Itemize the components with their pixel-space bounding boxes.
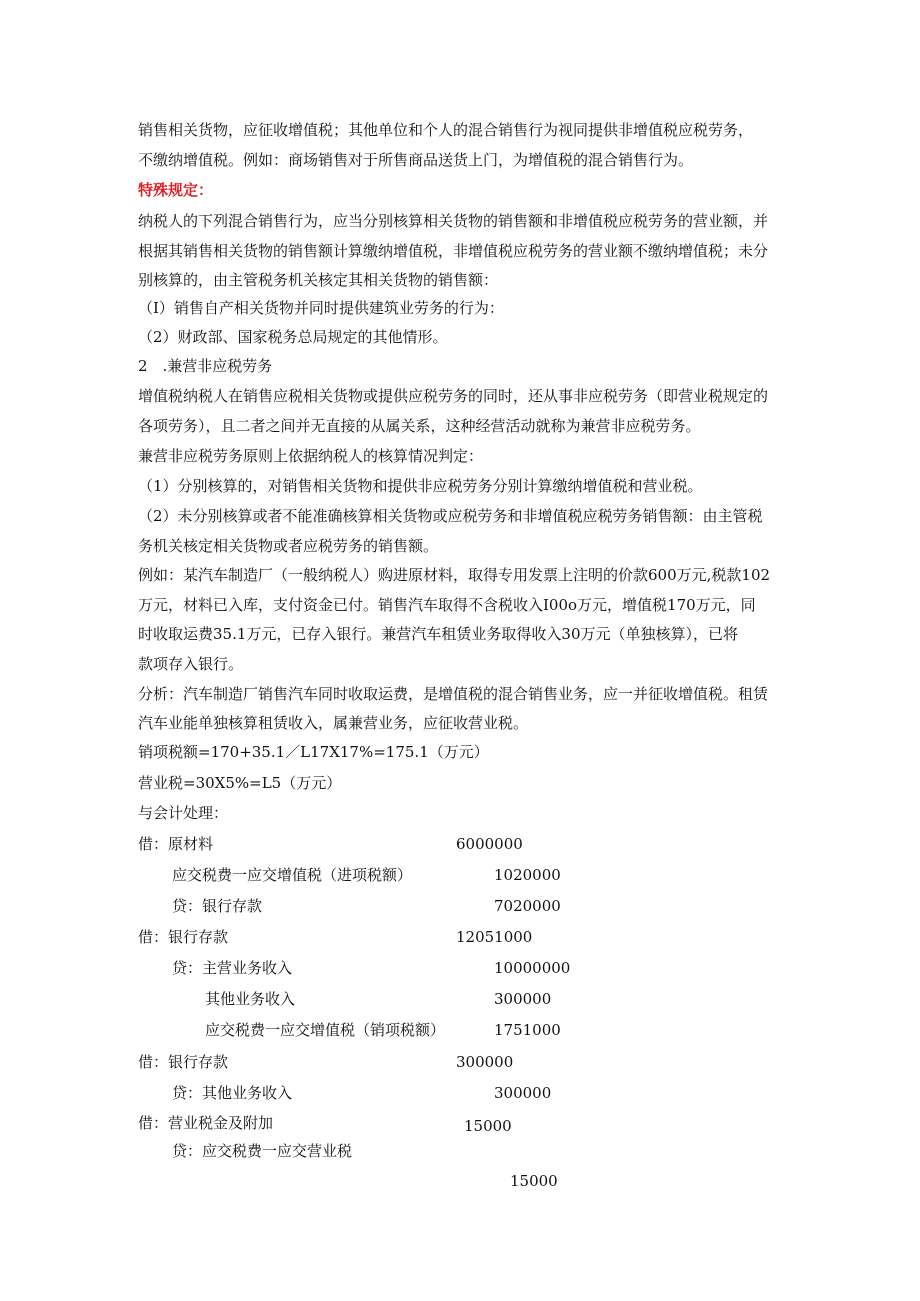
paragraph-line: 兼营非应税劳务原则上依据纳税人的核算情况判定： [138, 447, 484, 465]
paragraph-line: 汽车业能单独核算租赁收入，属兼营业务，应征收营业税。 [138, 714, 529, 732]
list-item: （2）未分别核算或者不能准确核算相关货物或应税劳务和非增值税应税劳务销售额：由主管税 [138, 507, 763, 525]
section-heading-special-rules: 特殊规定： [138, 181, 214, 199]
journal-entry-amount: 1751000 [494, 1021, 561, 1039]
section-heading: 2 .兼营非应税劳务 [138, 357, 273, 375]
journal-entry-amount: 15000 [510, 1172, 558, 1190]
journal-entry-amount: 7020000 [494, 897, 561, 915]
journal-entry-amount: 300000 [456, 1053, 514, 1071]
journal-entry-amount: 300000 [494, 1084, 552, 1102]
journal-entry-label: 贷：主营业务收入 [172, 959, 293, 977]
paragraph-line: 分析：汽车制造厂销售汽车同时收取运费，是增值税的混合销售业务，应一并征收增值税。租赁 [138, 685, 769, 703]
journal-entry-amount: 10000000 [494, 959, 571, 977]
journal-entry-amount: 1020000 [494, 866, 561, 884]
formula-line: 销项税额=170+35.1／L17X17%=175.1（万元） [138, 743, 489, 761]
list-item: （2）财政部、国家税务总局规定的其他情形。 [138, 328, 448, 346]
journal-entry-label: 借：营业税金及附加 [138, 1114, 274, 1132]
journal-entry-label: 贷：银行存款 [172, 897, 263, 915]
paragraph-line: 根据其销售相关货物的销售额计算缴纳增值税，非增值税应税劳务的营业额不缴纳增值税；未分 [138, 242, 769, 260]
paragraph-line: 时收取运费35.1万元，已存入银行。兼营汽车租赁业务取得收入30万元（单独核算），已将 [138, 625, 738, 643]
journal-entry-label: 应交税费一应交增值税（进项税额） [172, 866, 413, 884]
paragraph-line: 各项劳务），且二者之间并无直接的从属关系，这种经营活动就称为兼营非应税劳务。 [138, 417, 701, 435]
paragraph-line: 增值税纳税人在销售应税相关货物或提供应税劳务的同时，还从事非应税劳务（即营业税规定的 [138, 387, 769, 405]
journal-entry-label: 应交税费一应交增值税（销项税额） [205, 1021, 446, 1039]
paragraph-line: 务机关核定相关货物或者应税劳务的销售额。 [138, 537, 439, 555]
journal-entry-label: 借：原材料 [138, 835, 214, 853]
paragraph-line: 不缴纳增值税。例如：商场销售对于所售商品送货上门，为增值税的混合销售行为。 [138, 151, 694, 169]
journal-entry-amount: 15000 [464, 1117, 512, 1135]
journal-entry-amount: 300000 [494, 990, 552, 1008]
paragraph-line: 销售相关货物，应征收增值税；其他单位和个人的混合销售行为视同提供非增值税应税劳务， [138, 121, 754, 139]
formula-line: 营业税=30X5%=L5（万元） [138, 774, 342, 792]
journal-entry-amount: 12051000 [456, 928, 533, 946]
journal-entry-label: 其他业务收入 [205, 990, 296, 1008]
paragraph-line: 别核算的，由主管税务机关核定其相关货物的销售额： [138, 271, 499, 289]
paragraph-line: 与会计处理： [138, 804, 229, 822]
journal-entry-label: 贷：其他业务收入 [172, 1084, 293, 1102]
list-item: （1）分别核算的，对销售相关货物和提供非应税劳务分别计算缴纳增值税和营业税。 [138, 477, 703, 495]
paragraph-line: 款项存入银行。 [138, 655, 244, 673]
journal-entry-label: 借：银行存款 [138, 1053, 229, 1071]
paragraph-line: 万元，材料已入库，支付资金已付。销售汽车取得不含税收入I00o万元，增值税170万元，同 [138, 596, 756, 614]
paragraph-line: 纳税人的下列混合销售行为，应当分别核算相关货物的销售额和非增值税应税劳务的营业额，并 [138, 212, 769, 230]
journal-entry-label: 贷：应交税费一应交营业税 [172, 1142, 353, 1160]
journal-entry-amount: 6000000 [456, 835, 523, 853]
journal-entry-label: 借：银行存款 [138, 928, 229, 946]
list-item: （I）销售自产相关货物并同时提供建筑业劳务的行为： [138, 299, 504, 317]
paragraph-line: 例如：某汽车制造厂（一般纳税人）购进原材料，取得专用发票上注明的价款600万元,税款102 [138, 566, 771, 584]
